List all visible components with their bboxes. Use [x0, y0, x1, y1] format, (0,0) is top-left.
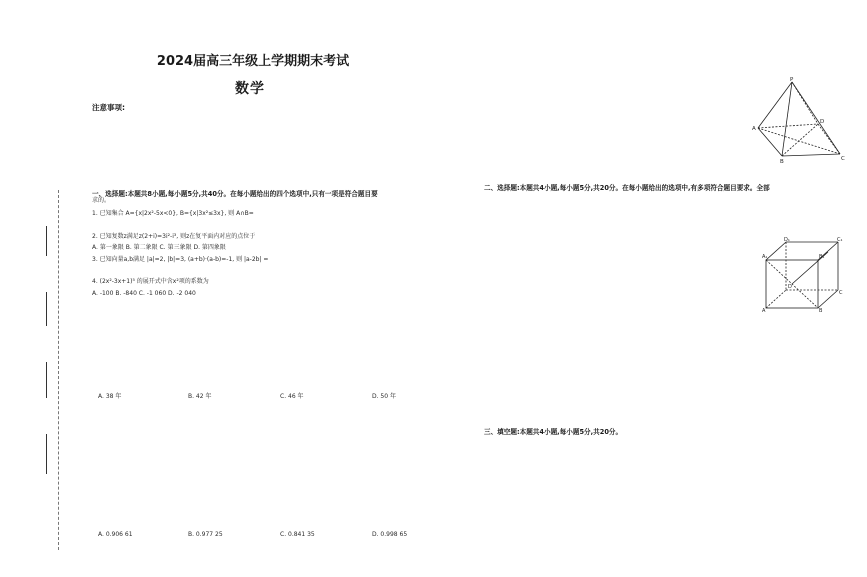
svg-text:P: P [790, 77, 794, 83]
svg-text:B₁: B₁ [819, 254, 825, 260]
left-question-line: 1. 已知集合 A={x|2x²-5x<0}, B={x|3x²≤3x}, 则 A∩B= [92, 210, 254, 217]
q6-option-c: C. 46 年 [280, 393, 304, 400]
q6-option-d: D. 50 年 [372, 393, 396, 400]
svg-text:C₁: C₁ [837, 237, 843, 243]
cube-figure [762, 238, 842, 312]
subject-title: 数学 [235, 81, 265, 97]
pyramid-figure [752, 78, 848, 164]
section1-heading: 一、选择题:本题共8小题,每小题5分,共40分。在每小题给出的四个选项中,只有一项是符合题目要 [92, 190, 378, 198]
svg-text:A: A [762, 308, 766, 314]
left-question-line: 3. 已知向量a,b满足 |a|=2, |b|=3, (a+b)·(a-b)=-1, 则 |a-2b| = [92, 255, 269, 263]
binding-margin [40, 190, 74, 550]
left-question-line: A. -100 B. -840 C. -1 060 D. -2 040 [92, 289, 196, 297]
section1-heading-tail: 求的。 [92, 197, 111, 204]
svg-text:D: D [788, 284, 792, 290]
section3-heading: 三、填空题:本题共4小题,每小题5分,共20分。 [484, 428, 623, 436]
left-question-line: 2. 已知复数z满足z(2+i)=3i²-i³, 则z在复平面内对应的点位于 [92, 232, 256, 240]
q6-option-a: A. 38 年 [98, 393, 122, 400]
q6-option-b: B. 42 年 [188, 393, 212, 400]
q8-option-c: C. 0.841 35 [280, 531, 315, 538]
left-question-line: A. 第一象限 B. 第二象限 C. 第三象限 D. 第四象限 [92, 244, 226, 252]
section2-heading: 二、选择题:本题共4小题,每小题5分,共20分。在每小题给出的选项中,有多项符合题目要求。全部 [484, 184, 770, 192]
svg-text:A₁: A₁ [762, 254, 768, 260]
q8-option-d: D. 0.998 65 [372, 531, 408, 538]
svg-text:A: A [752, 126, 756, 132]
svg-text:B: B [780, 159, 784, 165]
exam-title: 2024届高三年级上学期期末考试 [156, 54, 350, 69]
svg-text:C: C [841, 156, 845, 162]
q8-option-b: B. 0.977 25 [188, 531, 223, 538]
svg-text:B: B [819, 308, 823, 314]
svg-text:D₁: D₁ [784, 237, 790, 243]
svg-text:D: D [820, 119, 825, 125]
notice-heading: 注意事项: [92, 103, 125, 112]
left-question-line: 4. (2x²-3x+1)⁵ 的展开式中含x²项的系数为 [92, 278, 209, 286]
q8-option-a: A. 0.906 61 [98, 531, 133, 538]
svg-text:C: C [839, 290, 843, 296]
